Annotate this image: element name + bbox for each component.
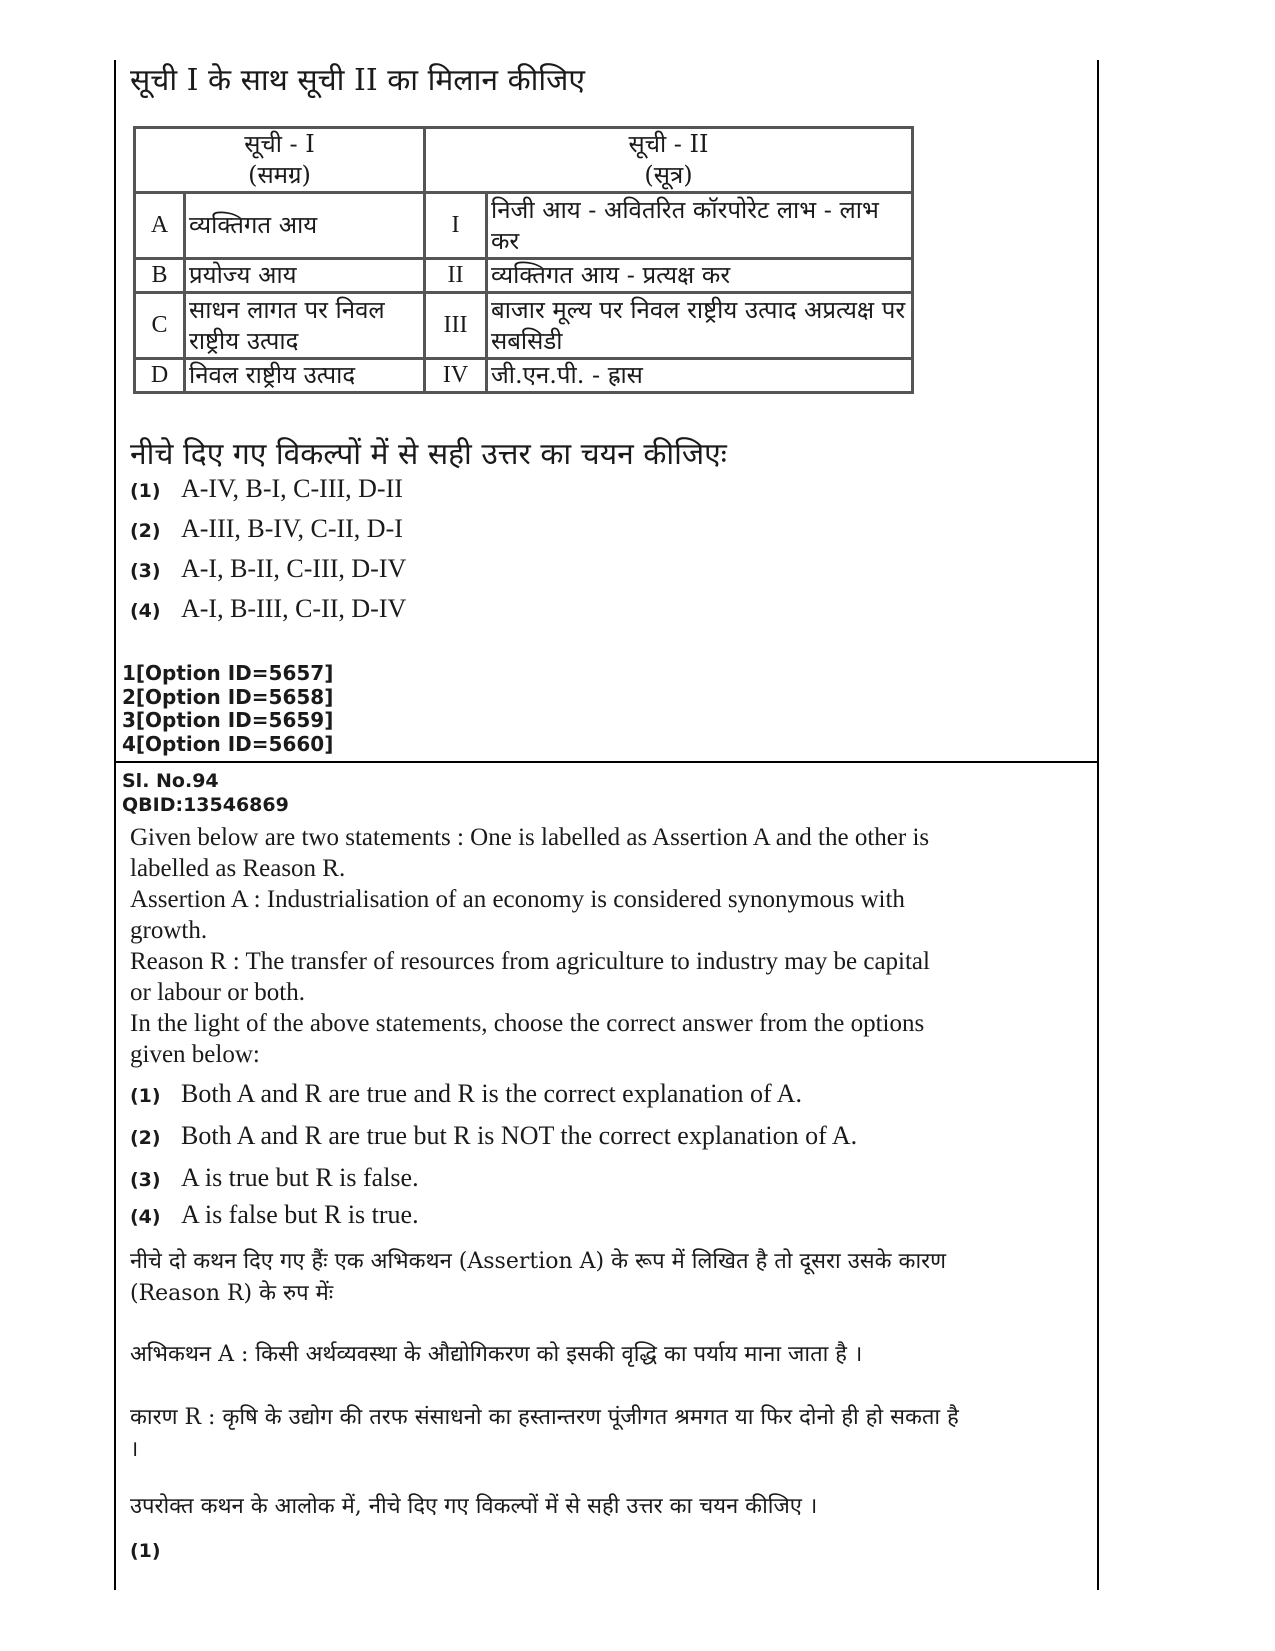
- option-number: (3): [130, 1169, 161, 1191]
- list2-header-cell: [425, 128, 913, 193]
- row-formula: जी.एन.पी. - ह्रास: [487, 359, 913, 393]
- row-key: C: [135, 293, 185, 359]
- row-formula: निजी आय - अवितरित कॉरपोरेट लाभ - लाभ कर: [487, 193, 913, 259]
- match-heading: सूची I के साथ सूची II का मिलान कीजिए: [130, 63, 586, 98]
- question-line: labelled as Reason R.: [130, 855, 346, 882]
- table-row: [135, 293, 913, 359]
- question-line: Reason R : The transfer of resources from agriculture to industry may be capital: [130, 948, 930, 975]
- row-num: I: [425, 193, 487, 259]
- serial-number: Sl. No.94: [122, 770, 219, 792]
- match-table-header: [135, 128, 913, 193]
- option-id: 4[Option ID=5660]: [122, 731, 334, 756]
- option-text: A is true but R is false.: [181, 1163, 419, 1192]
- option-text: A-IV, B-I, C-III, D-II: [181, 474, 403, 503]
- hindi-line: (Reason R) के रुप मेंः: [130, 1281, 334, 1306]
- option-text: A-I, B-II, C-III, D-IV: [181, 554, 407, 583]
- option-number: (4): [130, 600, 161, 622]
- question-separator: [114, 761, 1099, 763]
- row-num: III: [425, 293, 487, 359]
- option-item[interactable]: [130, 474, 403, 504]
- row-item: प्रयोज्य आय: [185, 259, 425, 293]
- question-line: given below:: [130, 1041, 260, 1068]
- row-key: D: [135, 359, 185, 393]
- option-item[interactable]: [130, 594, 406, 624]
- option-number: (1): [130, 1085, 161, 1107]
- list1-subheader: (समग्र): [248, 161, 311, 189]
- option-number: (1): [130, 1540, 161, 1562]
- hindi-line: ।: [130, 1437, 139, 1462]
- option-id: 1[Option ID=5657]: [122, 661, 334, 685]
- question-line: or labour or both.: [130, 979, 305, 1006]
- option-item[interactable]: [130, 1200, 419, 1230]
- option-number: (2): [130, 520, 161, 542]
- list1-header: सूची - I: [244, 130, 315, 158]
- table-row: [135, 193, 913, 259]
- row-key: A: [135, 193, 185, 259]
- option-number: (2): [130, 1127, 161, 1149]
- option-text: A-I, B-III, C-II, D-IV: [181, 594, 407, 623]
- option-text: A-III, B-IV, C-II, D-I: [181, 514, 403, 543]
- row-num: IV: [425, 359, 487, 393]
- hindi-assertion: [130, 1339, 1050, 1371]
- row-num: II: [425, 259, 487, 293]
- question-line: growth.: [130, 917, 208, 944]
- list2-header: सूची - II: [628, 130, 709, 158]
- option-id: 3[Option ID=5659]: [122, 708, 334, 732]
- question-line: Given below are two statements : One is labelled as Assertion A and the other is: [130, 824, 930, 851]
- option-number: (4): [130, 1206, 161, 1228]
- option-item[interactable]: [130, 554, 406, 584]
- option-item[interactable]: [130, 1079, 802, 1109]
- row-formula: बाजार मूल्य पर निवल राष्ट्रीय उत्पाद अप्रत्यक्ष पर सबसिडी: [487, 293, 913, 359]
- option-item[interactable]: [130, 1121, 857, 1151]
- question-meta: [122, 769, 289, 817]
- option-text: Both A and R are true and R is the correct explanation of A.: [181, 1079, 802, 1108]
- question-line: Assertion A : Industrialisation of an economy is considered synonymous with: [130, 886, 905, 913]
- option-text: Both A and R are true but R is NOT the correct explanation of A.: [181, 1121, 858, 1150]
- hindi-line: अभिकथन A : किसी अर्थव्यवस्था के औद्योगिकरण को इसकी वृद्धि का पर्याय माना जाता है ।: [130, 1342, 863, 1367]
- row-item: निवल राष्ट्रीय उत्पाद: [185, 359, 425, 393]
- hindi-reason: [130, 1402, 1050, 1466]
- option-number: (3): [130, 560, 161, 582]
- option-item[interactable]: [130, 514, 403, 544]
- choose-instruction: नीचे दिए गए विकल्पों में से सही उत्तर का चयन कीजिएः: [130, 437, 727, 472]
- option-text: A is false but R is true.: [181, 1200, 419, 1229]
- option-number: (1): [130, 480, 161, 502]
- list2-subheader: (सूत्र): [644, 161, 693, 189]
- question-text-english: [130, 822, 1050, 1070]
- option-item[interactable]: [130, 1163, 419, 1193]
- qbid: QBID:13546869: [122, 794, 289, 816]
- match-table: [133, 126, 914, 394]
- hindi-instruction: [130, 1491, 1050, 1523]
- question-line: In the light of the above statements, choose the correct answer from the options: [130, 1010, 925, 1037]
- page-right-border: [1097, 60, 1099, 1590]
- row-formula: व्यक्तिगत आय - प्रत्यक्ष कर: [487, 259, 913, 293]
- row-item: व्यक्तिगत आय: [185, 193, 425, 259]
- page-left-border: [114, 60, 116, 1590]
- option-id: 2[Option ID=5658]: [122, 684, 334, 709]
- row-key: B: [135, 259, 185, 293]
- hindi-intro: [130, 1246, 1050, 1310]
- hindi-line: नीचे दो कथन दिए गए हैंः एक अभिकथन (Assertion A) के रूप में लिखित है तो दूसरा उसके कारण: [130, 1249, 947, 1274]
- list1-header-cell: [135, 128, 425, 193]
- hindi-line: कारण R : कृषि के उद्योग की तरफ संसाधनो का हस्तान्तरण पूंजीगत श्रमगत या फिर दोनो ही हो सकता है: [130, 1405, 959, 1430]
- table-row: [135, 259, 913, 293]
- option-id-list: [122, 662, 333, 756]
- row-item: साधन लागत पर निवल राष्ट्रीय उत्पाद: [185, 293, 425, 359]
- hindi-line: उपरोक्त कथन के आलोक में, नीचे दिए गए विकल्पों में से सही उत्तर का चयन कीजिए ।: [130, 1494, 818, 1519]
- table-row: [135, 359, 913, 393]
